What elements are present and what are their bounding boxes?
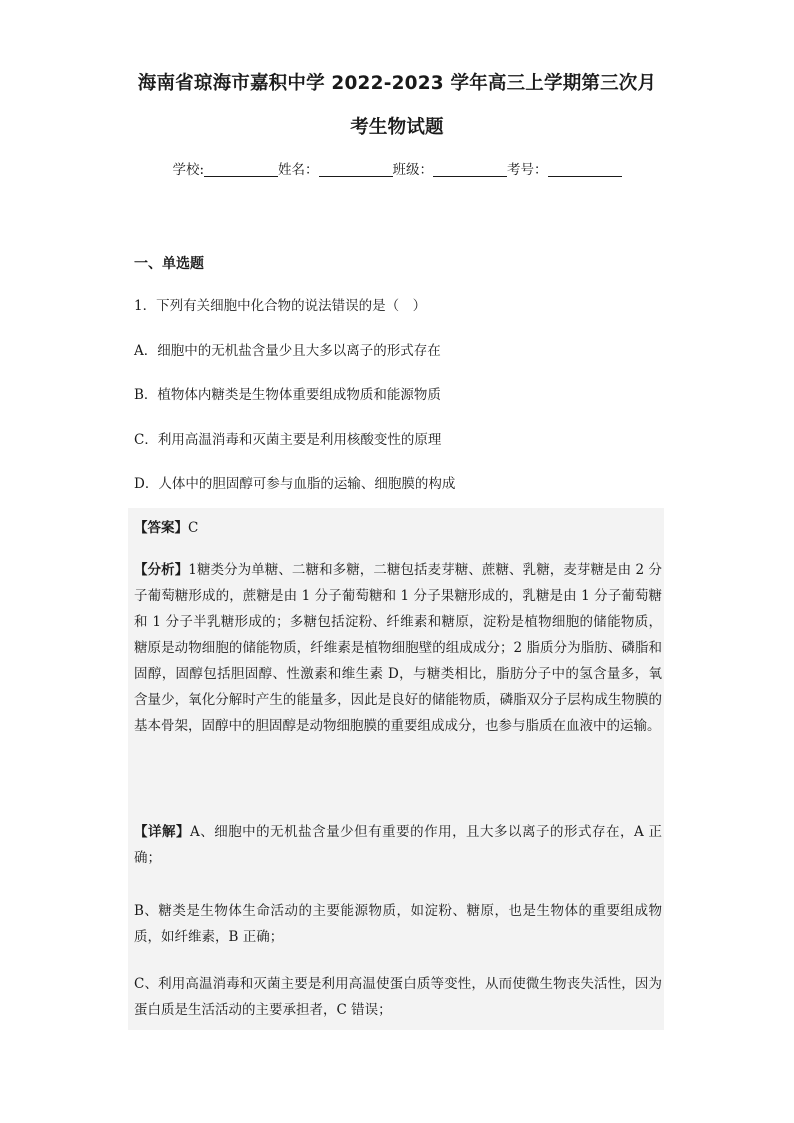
section-heading: 一、单选题 [134,256,204,272]
answer-line [134,516,198,536]
answer-label: 【答案】 [134,520,188,536]
option-c: C．利用高温消毒和灭菌主要是利用核酸变性的原理 [134,432,442,448]
name-label: 姓名： [278,162,319,178]
name-blank [319,162,393,177]
analysis-text: 1糖类分为单糖、二糖和多糖，二糖包括麦芽糖、蔗糖、乳糖，麦芽糖是由 2 分子葡萄糖形成的，蔗糖是由 1 分子葡萄糖和 1 分子果糖形成的，乳糖是由 1 分子葡萄糖和 1 分子半乳糖形成的；多糖包括淀粉、纤维素和糖原，淀粉是植物细胞的储能物质，糖原是动物细胞的储能物质，纤维素是植物细胞壁的组成成分；2 脂质分为脂肪、磷脂和固醇，固醇包括胆固醇、性激素和维生素 D，与糖类相比，脂肪分子中的氢含量多，氧含量少，氧化分解时产生的能量多，因此是良好的储能物质，磷脂双分子层构成生物膜的基本骨架，固醇中的胆固醇是动物细胞膜的重要组成成分，也参与脂质在血液中的运输。 [134,562,662,734]
exam-title-line1: 海南省琼海市嘉积中学 2022-2023 学年高三上学期第三次月 [137,73,657,94]
detail-c-paragraph: C、利用高温消毒和灭菌主要是利用高温使蛋白质等变性，从而使微生物丧失活性，因为蛋白质是生活活动的主要承担者，C 错误； [134,976,662,1018]
detail-a-paragraph [134,819,662,871]
option-b: B．植物体内糖类是生物体重要组成物质和能源物质 [134,387,441,403]
class-label: 班级： [392,162,434,178]
exam-no-label: 考号： [507,162,548,178]
analysis-label: 【分析】 [134,562,189,578]
option-a: A．细胞中的无机盐含量少且大多以离子的形式存在 [134,343,441,359]
school-blank [204,162,278,177]
class-blank [433,162,507,177]
analysis-paragraph [134,557,662,739]
detail-b-paragraph: B、糖类是生物体生命活动的主要能源物质，如淀粉、糖原，也是生物体的重要组成物质，如纤维素，B 正确； [134,903,662,945]
detail-label: 【详解】 [134,824,190,840]
detail-a-text: A、细胞中的无机盐含量少但有重要的作用，且大多以离子的形式存在，A 正确； [134,824,662,866]
exam-no-blank [548,162,622,177]
exam-title-line2: 考生物试题 [350,117,444,138]
school-label: 学校: [172,162,205,178]
question-stem: 1．下列有关细胞中化合物的说法错误的是（ ） [134,298,427,314]
student-info-row [0,158,794,178]
option-d: D．人体中的胆固醇可参与血脂的运输、细胞膜的构成 [134,476,456,492]
answer-value: C [188,520,199,536]
